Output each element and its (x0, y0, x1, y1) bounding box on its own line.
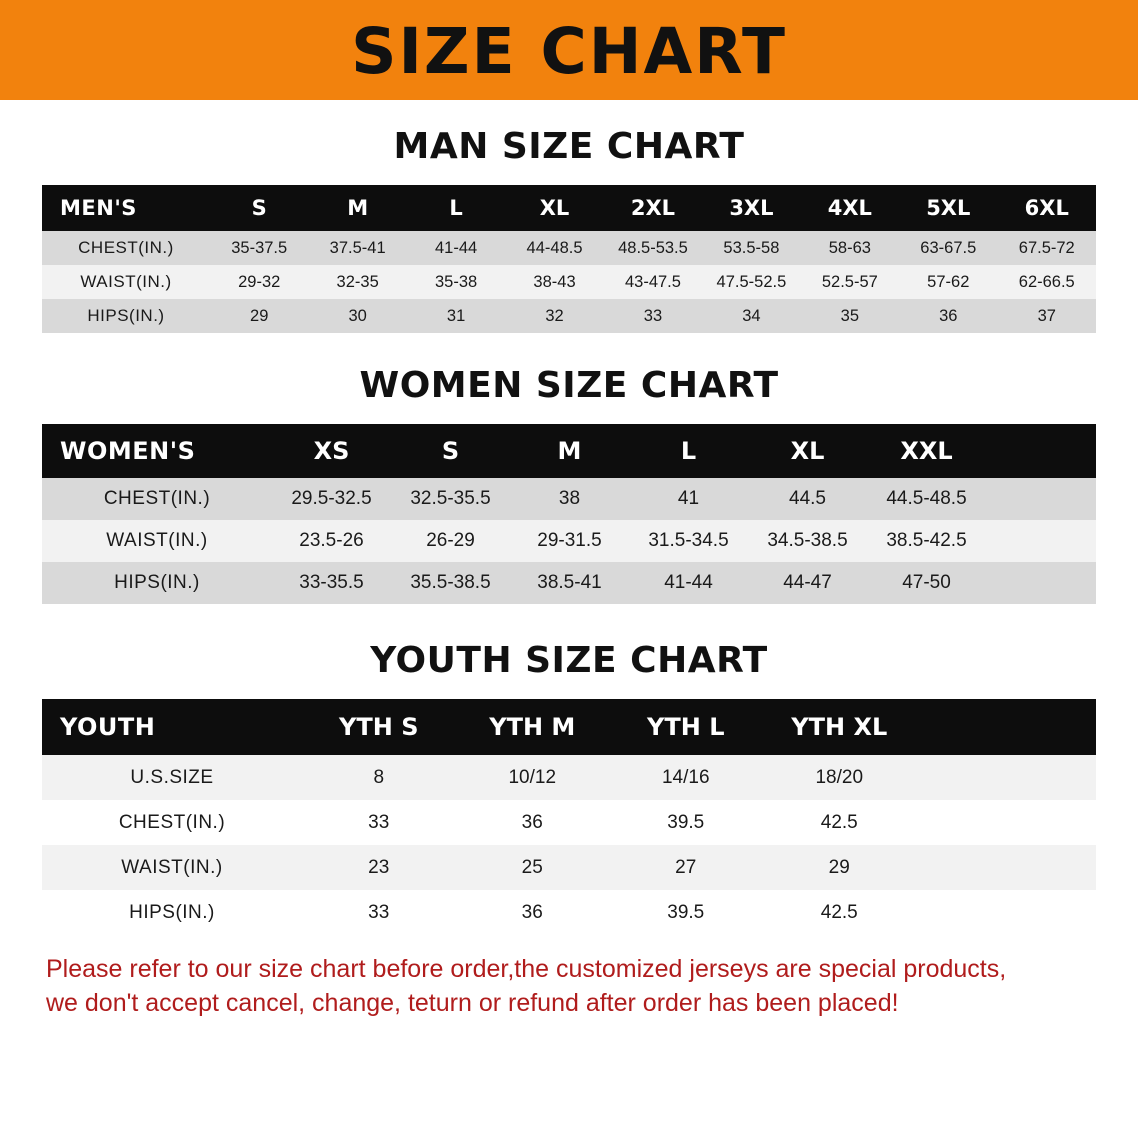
youth-size-table (42, 699, 1096, 935)
women-cell: 44.5 (789, 488, 826, 509)
youth-cell: 27 (675, 856, 697, 878)
men-col-header: L (449, 196, 463, 220)
men-col-header: 2XL (630, 196, 676, 220)
men-cell: 31 (446, 306, 466, 325)
women-cell: 29.5-32.5 (291, 488, 372, 509)
men-cell: 32-35 (336, 272, 379, 291)
table-row (42, 231, 1096, 265)
men-cell: 41-44 (434, 238, 478, 257)
men-cell: 53.5-58 (723, 238, 780, 257)
youth-cell: 42.5 (820, 811, 858, 833)
table-row (42, 265, 1096, 299)
table-row (42, 755, 1096, 800)
youth-header-spacer (916, 699, 1096, 755)
women-table-header-row (42, 424, 1096, 478)
women-header-label: WOMEN'S (60, 437, 196, 465)
youth-cell: 33 (368, 901, 390, 923)
men-header-label: MEN'S (60, 196, 137, 220)
men-cell: 38-43 (533, 272, 576, 291)
youth-row-label: WAIST(IN.) (121, 856, 223, 878)
women-row-spacer (986, 478, 1096, 520)
women-col-header: XXL (900, 437, 953, 465)
men-size-table (42, 185, 1096, 333)
women-cell: 47-50 (902, 572, 951, 593)
men-cell: 30 (348, 306, 367, 325)
women-col-header: S (441, 437, 460, 465)
men-cell: 29 (250, 306, 269, 325)
women-cell: 26-29 (426, 530, 475, 551)
youth-row-spacer (916, 890, 1096, 935)
youth-cell: 42.5 (820, 901, 858, 923)
men-col-header: 6XL (1024, 196, 1069, 220)
youth-table-header-row (42, 699, 1096, 755)
youth-cell: 18/20 (815, 766, 864, 788)
women-cell: 38.5-41 (537, 572, 602, 593)
women-col-header: XS (313, 437, 350, 465)
policy-note-line-2: we don't accept cancel, change, teturn or refund after order has been placed! (46, 988, 899, 1017)
youth-row-spacer (916, 845, 1096, 890)
women-row-label: WAIST(IN.) (106, 530, 208, 551)
men-cell: 48.5-53.5 (618, 238, 688, 257)
women-cell: 32.5-35.5 (410, 488, 491, 509)
header-banner (0, 0, 1138, 100)
women-cell: 38 (558, 488, 581, 509)
men-cell: 33 (643, 306, 663, 325)
men-cell: 57-62 (927, 272, 970, 291)
men-cell: 32 (545, 306, 564, 325)
men-col-header: 5XL (926, 196, 971, 220)
youth-section-title: YOUTH SIZE CHART (370, 640, 768, 681)
women-cell: 29-31.5 (537, 530, 602, 551)
women-row-spacer (986, 520, 1096, 562)
youth-cell: 23 (368, 856, 390, 878)
men-row-label: HIPS(IN.) (87, 306, 165, 325)
youth-row-label: CHEST(IN.) (118, 811, 226, 833)
youth-cell: 33 (368, 811, 390, 833)
women-cell: 34.5-38.5 (767, 530, 848, 551)
youth-cell: 14/16 (661, 766, 710, 788)
youth-row-spacer (916, 800, 1096, 845)
youth-col-header: YTH L (647, 713, 725, 741)
table-row (42, 299, 1096, 333)
men-col-header: S (251, 196, 267, 220)
women-cell: 44-47 (783, 572, 832, 593)
men-cell: 29-32 (238, 272, 281, 291)
youth-cell: 39.5 (667, 811, 705, 833)
women-cell: 44.5-48.5 (886, 488, 967, 509)
men-cell: 52.5-57 (821, 272, 878, 291)
page-title: SIZE CHART (351, 14, 787, 88)
men-cell: 62-66.5 (1018, 272, 1075, 291)
men-cell: 35-37.5 (231, 238, 288, 257)
youth-cell: 36 (521, 901, 543, 923)
women-row-label: CHEST(IN.) (103, 488, 211, 509)
women-section-title: WOMEN SIZE CHART (359, 365, 779, 406)
youth-header-label: YOUTH (60, 713, 156, 741)
youth-col-header: YTH S (339, 713, 419, 741)
men-cell: 37 (1037, 306, 1056, 325)
women-cell: 38.5-42.5 (886, 530, 967, 551)
women-size-table (42, 424, 1096, 604)
policy-note-line-1: Please refer to our size chart before order,the customized jerseys are special products, (46, 955, 1007, 983)
youth-row-spacer (916, 755, 1096, 800)
men-table-header-row (42, 185, 1096, 231)
men-cell: 35-38 (434, 272, 478, 291)
women-cell: 35.5-38.5 (410, 572, 491, 593)
women-row-label: HIPS(IN.) (114, 572, 200, 593)
men-cell: 47.5-52.5 (716, 272, 787, 291)
men-row-label: CHEST(IN.) (78, 238, 174, 257)
men-cell: 35 (840, 306, 860, 325)
men-cell: 34 (742, 306, 761, 325)
youth-cell: 10/12 (508, 766, 557, 788)
women-col-header: XL (790, 437, 825, 465)
youth-cell: 25 (521, 856, 543, 878)
women-row-spacer (986, 562, 1096, 604)
women-cell: 41 (677, 488, 700, 509)
men-row-label: WAIST(IN.) (80, 272, 172, 291)
youth-cell: 8 (373, 766, 385, 788)
men-col-header: 4XL (827, 196, 872, 220)
policy-note (40, 953, 1098, 1021)
men-cell: 36 (939, 306, 958, 325)
youth-cell: 29 (828, 856, 850, 878)
men-cell: 58-63 (828, 238, 871, 257)
table-row (42, 800, 1096, 845)
men-col-header: XL (539, 196, 570, 220)
youth-cell: 39.5 (667, 901, 705, 923)
women-col-header: M (557, 437, 582, 465)
youth-col-header: YTH M (489, 713, 576, 741)
men-cell: 44-48.5 (526, 238, 583, 257)
women-col-header: L (680, 437, 697, 465)
youth-row-label: HIPS(IN.) (129, 901, 215, 923)
women-cell: 33-35.5 (299, 572, 364, 593)
table-row (42, 478, 1096, 520)
men-cell: 67.5-72 (1018, 238, 1075, 257)
men-col-header: M (347, 196, 369, 220)
women-cell: 41-44 (664, 572, 713, 593)
table-row (42, 562, 1096, 604)
men-cell: 43-47.5 (624, 272, 681, 291)
men-col-header: 3XL (729, 196, 774, 220)
youth-col-header: YTH XL (791, 713, 888, 741)
youth-row-label: U.S.SIZE (130, 766, 214, 788)
women-header-spacer (986, 424, 1096, 478)
men-cell: 37.5-41 (329, 238, 386, 257)
women-cell: 31.5-34.5 (648, 530, 729, 551)
youth-cell: 36 (521, 811, 543, 833)
table-row (42, 890, 1096, 935)
man-section-title: MAN SIZE CHART (393, 126, 745, 167)
table-row (42, 520, 1096, 562)
women-cell: 23.5-26 (299, 530, 364, 551)
men-cell: 63-67.5 (920, 238, 977, 257)
table-row (42, 845, 1096, 890)
